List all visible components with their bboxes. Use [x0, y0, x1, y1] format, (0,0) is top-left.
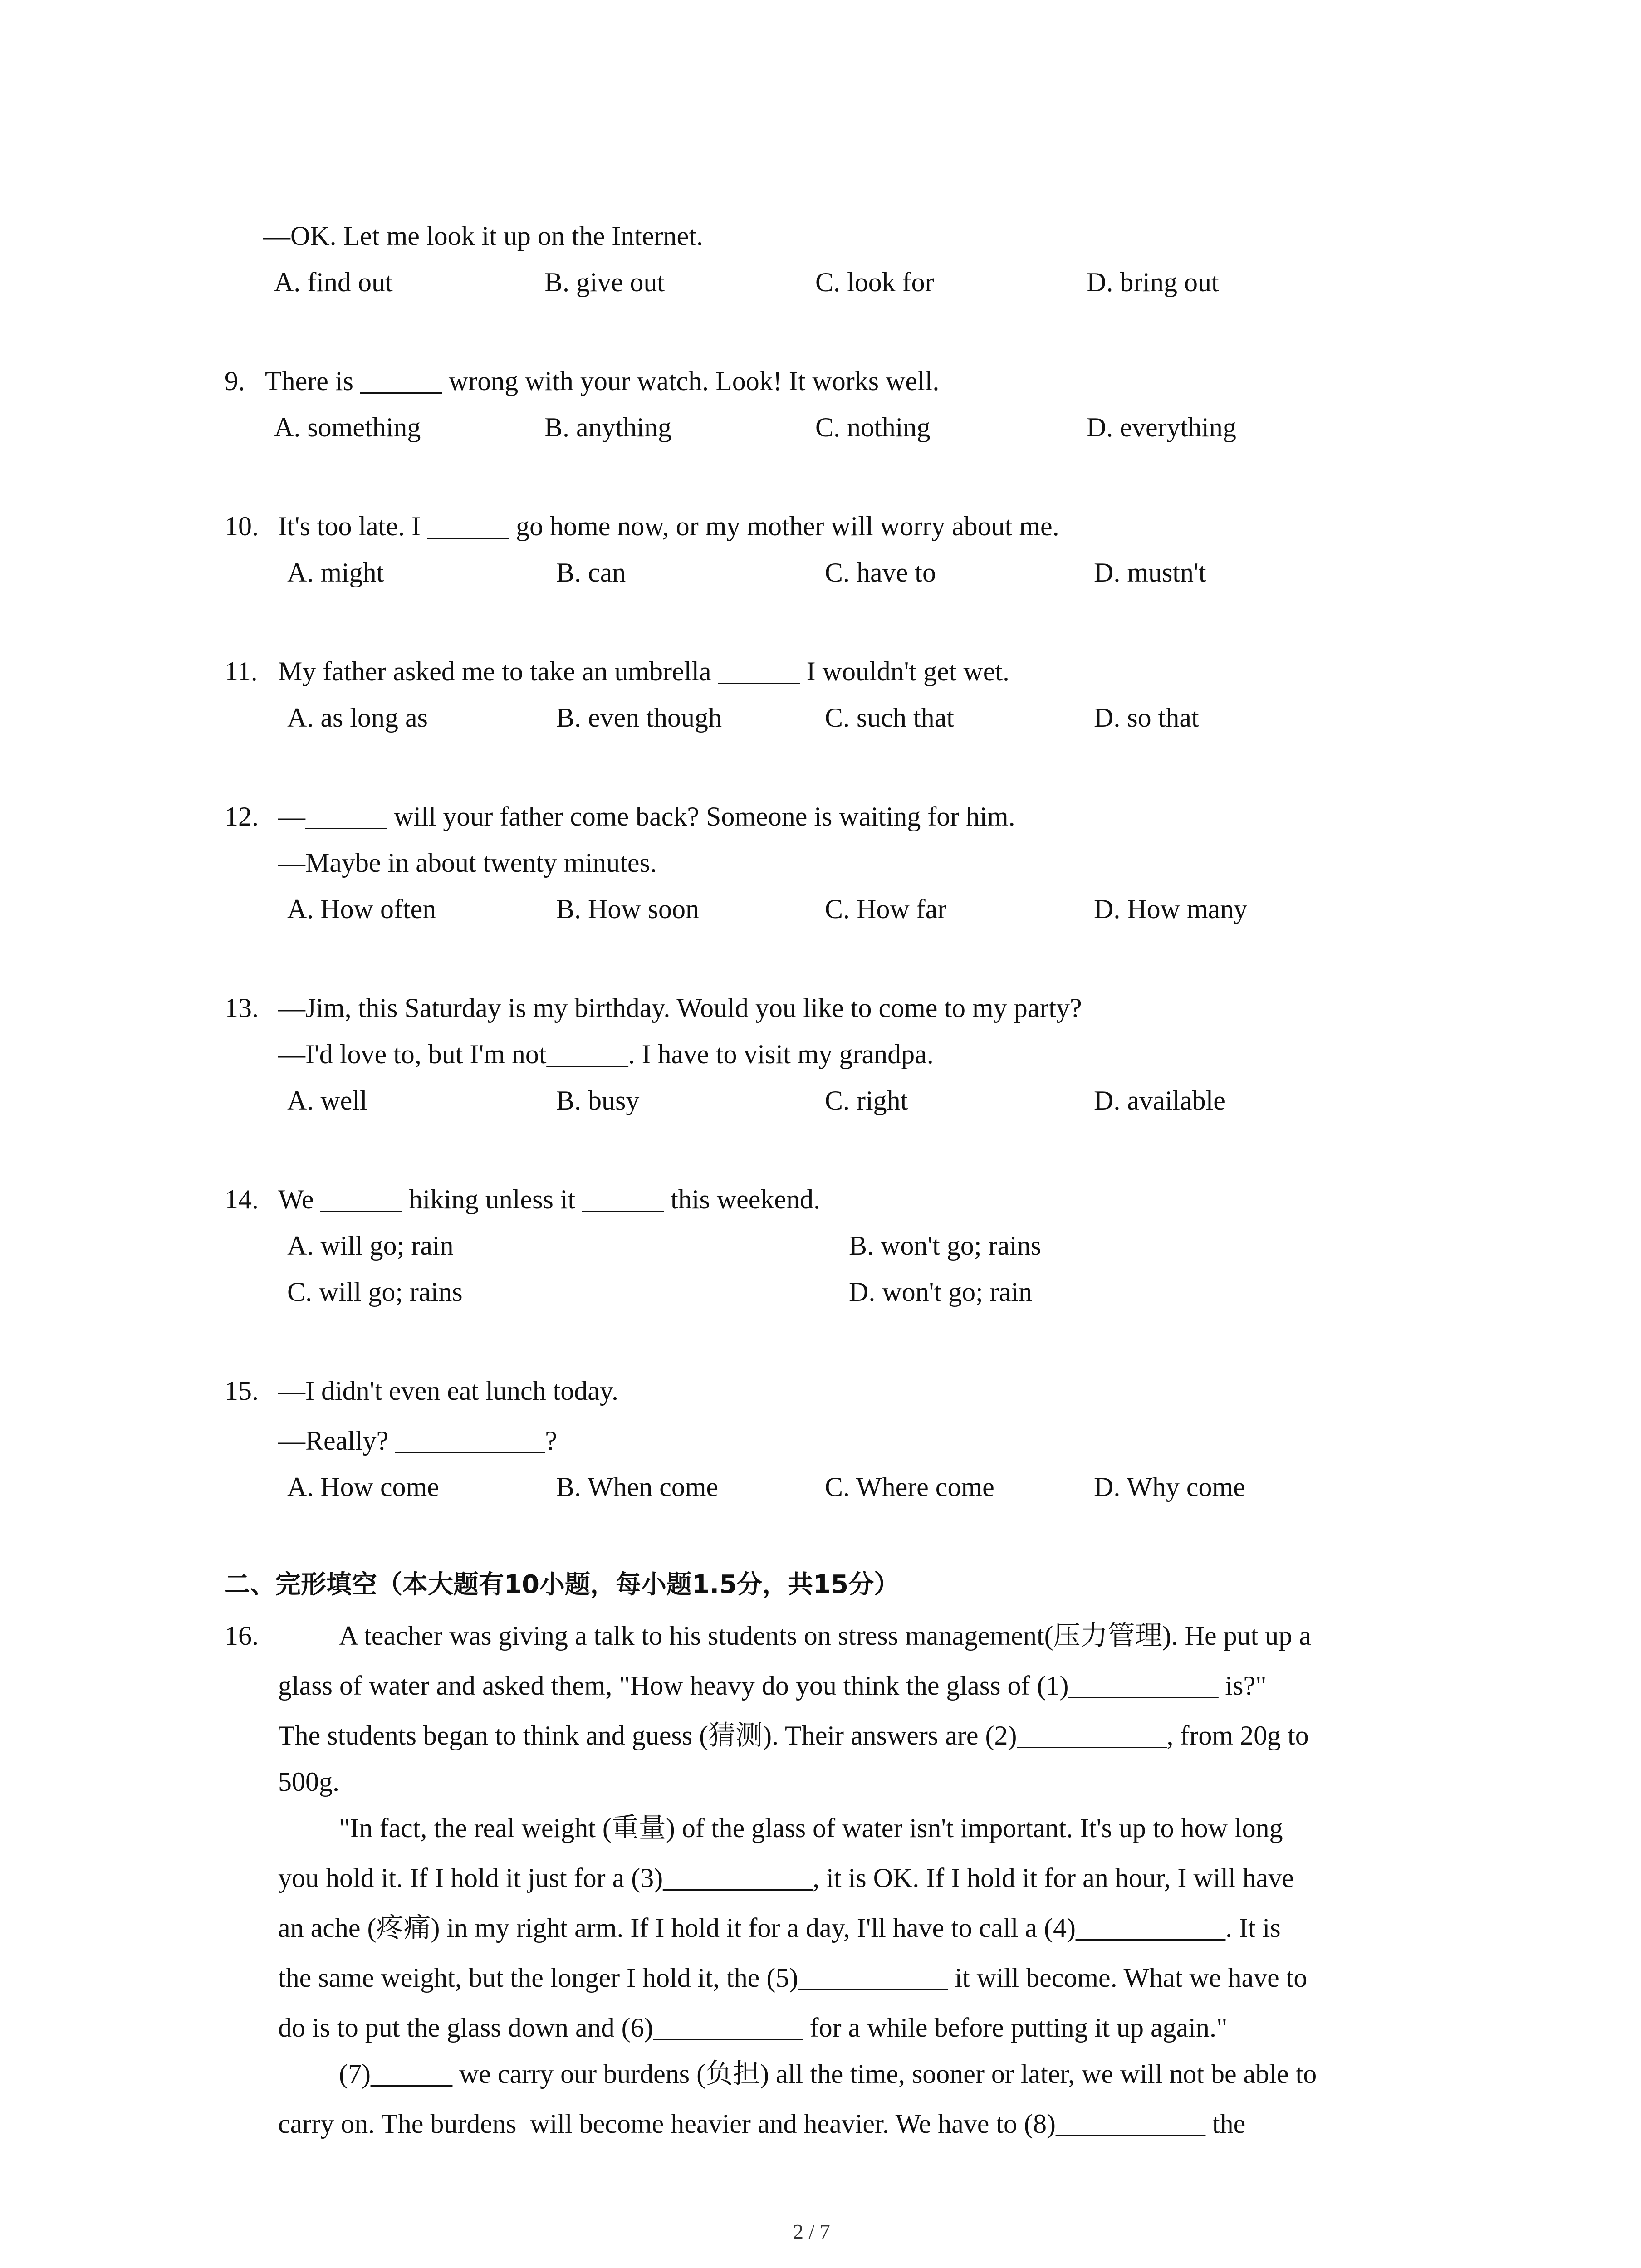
q10-stem: It's too late. I ______ go home now, or my mother will worry about me.	[278, 511, 1059, 541]
q15-option-a: A. How come	[287, 1472, 439, 1502]
q10-option-d: D. mustn't	[1094, 557, 1206, 587]
q13-option-c: C. right	[825, 1085, 908, 1115]
section-heading-cloze: 二、完形填空（本大题有10小题，每小题1.5分，共15分）	[225, 1570, 900, 1599]
q11-option-a: A. as long as	[287, 703, 428, 733]
q12-option-a: A. How often	[287, 894, 436, 924]
q9-option-b: B. anything	[544, 412, 671, 442]
q16-line-2: glass of water and asked them, "How heavy do you think the glass of (1)___________ is?"	[278, 1671, 1267, 1701]
q16-line-5: "In fact, the real weight (重量) of the glass of water isn't important. It's up to how long	[339, 1813, 1283, 1843]
q14-option-a: A. will go; rain	[287, 1231, 454, 1261]
q16-line-11: carry on. The burdens will become heavier and heavier. We have to (8)___________ the	[278, 2109, 1246, 2139]
q11-number: 11.	[225, 656, 258, 686]
q16-line-8: the same weight, but the longer I hold it, the (5)___________ it will become. What we have to	[278, 1963, 1308, 1993]
q16-line-6: you hold it. If I hold it just for a (3)___________, it is OK. If I hold it for an hour, I will have	[278, 1863, 1294, 1893]
q13-line1: —Jim, this Saturday is my birthday. Would you like to come to my party?	[278, 993, 1082, 1023]
q9-number: 9.	[225, 366, 245, 396]
q9-option-c: C. nothing	[815, 412, 931, 442]
q10-option-b: B. can	[556, 557, 626, 587]
q16-line-10: (7)______ we carry our burdens (负担) all the time, sooner or later, we will not be able to	[339, 2059, 1317, 2089]
q16-line-4: 500g.	[278, 1767, 339, 1797]
q13-number: 13.	[225, 993, 259, 1023]
q8-option-b: B. give out	[544, 267, 665, 297]
q10-option-a: A. might	[287, 557, 384, 587]
q9-stem: There is ______ wrong with your watch. Look! It works well.	[265, 366, 940, 396]
q10-option-c: C. have to	[825, 557, 936, 587]
q15-line2: —Really? ___________?	[278, 1426, 557, 1456]
q16-line-3: The students began to think and guess (猜测). Their answers are (2)___________, from 20g to	[278, 1721, 1309, 1750]
q16-number: 16.	[225, 1621, 259, 1651]
q11-option-d: D. so that	[1094, 703, 1199, 733]
q10-number: 10.	[225, 511, 259, 541]
q9-option-d: D. everything	[1087, 412, 1236, 442]
page-number: 2 / 7	[793, 2220, 830, 2243]
q15-number: 15.	[225, 1376, 259, 1406]
q15-option-b: B. When come	[556, 1472, 719, 1502]
q11-option-b: B. even though	[556, 703, 722, 733]
q13-line2: —I'd love to, but I'm not______. I have to visit my grandpa.	[278, 1039, 934, 1069]
q8-option-a: A. find out	[274, 267, 393, 297]
q14-number: 14.	[225, 1184, 259, 1214]
q14-option-d: D. won't go; rain	[849, 1277, 1033, 1307]
q16-line-9: do is to put the glass down and (6)___________ for a while before putting it up again."	[278, 2013, 1228, 2043]
q9-option-a: A. something	[274, 412, 421, 442]
q12-option-d: D. How many	[1094, 894, 1248, 924]
q8-option-c: C. look for	[815, 267, 934, 297]
q13-option-b: B. busy	[556, 1085, 640, 1115]
q12-option-b: B. How soon	[556, 894, 700, 924]
q13-option-a: A. well	[287, 1085, 367, 1115]
q14-stem: We ______ hiking unless it ______ this weekend.	[278, 1184, 821, 1214]
q15-line1: —I didn't even eat lunch today.	[278, 1376, 619, 1406]
q14-option-c: C. will go; rains	[287, 1277, 463, 1307]
q15-option-d: D. Why come	[1094, 1472, 1245, 1502]
q16-line-7: an ache (疼痛) in my right arm. If I hold it for a day, I'll have to call a (4)___________. It is	[278, 1913, 1281, 1943]
q12-number: 12.	[225, 802, 259, 831]
q15-option-c: C. Where come	[825, 1472, 994, 1502]
q12-option-c: C. How far	[825, 894, 947, 924]
q12-line2: —Maybe in about twenty minutes.	[278, 848, 657, 878]
q12-line1: —______ will your father come back? Someone is waiting for him.	[278, 802, 1015, 831]
q11-option-c: C. such that	[825, 703, 954, 733]
q8-reply: —OK. Let me look it up on the Internet.	[263, 221, 703, 251]
q11-stem: My father asked me to take an umbrella ______ I wouldn't get wet.	[278, 656, 1010, 686]
q13-option-d: D. available	[1094, 1085, 1225, 1115]
q14-option-b: B. won't go; rains	[849, 1231, 1042, 1261]
q8-option-d: D. bring out	[1087, 267, 1219, 297]
q16-line-1: A teacher was giving a talk to his students on stress management(压力管理). He put up a	[339, 1621, 1311, 1651]
